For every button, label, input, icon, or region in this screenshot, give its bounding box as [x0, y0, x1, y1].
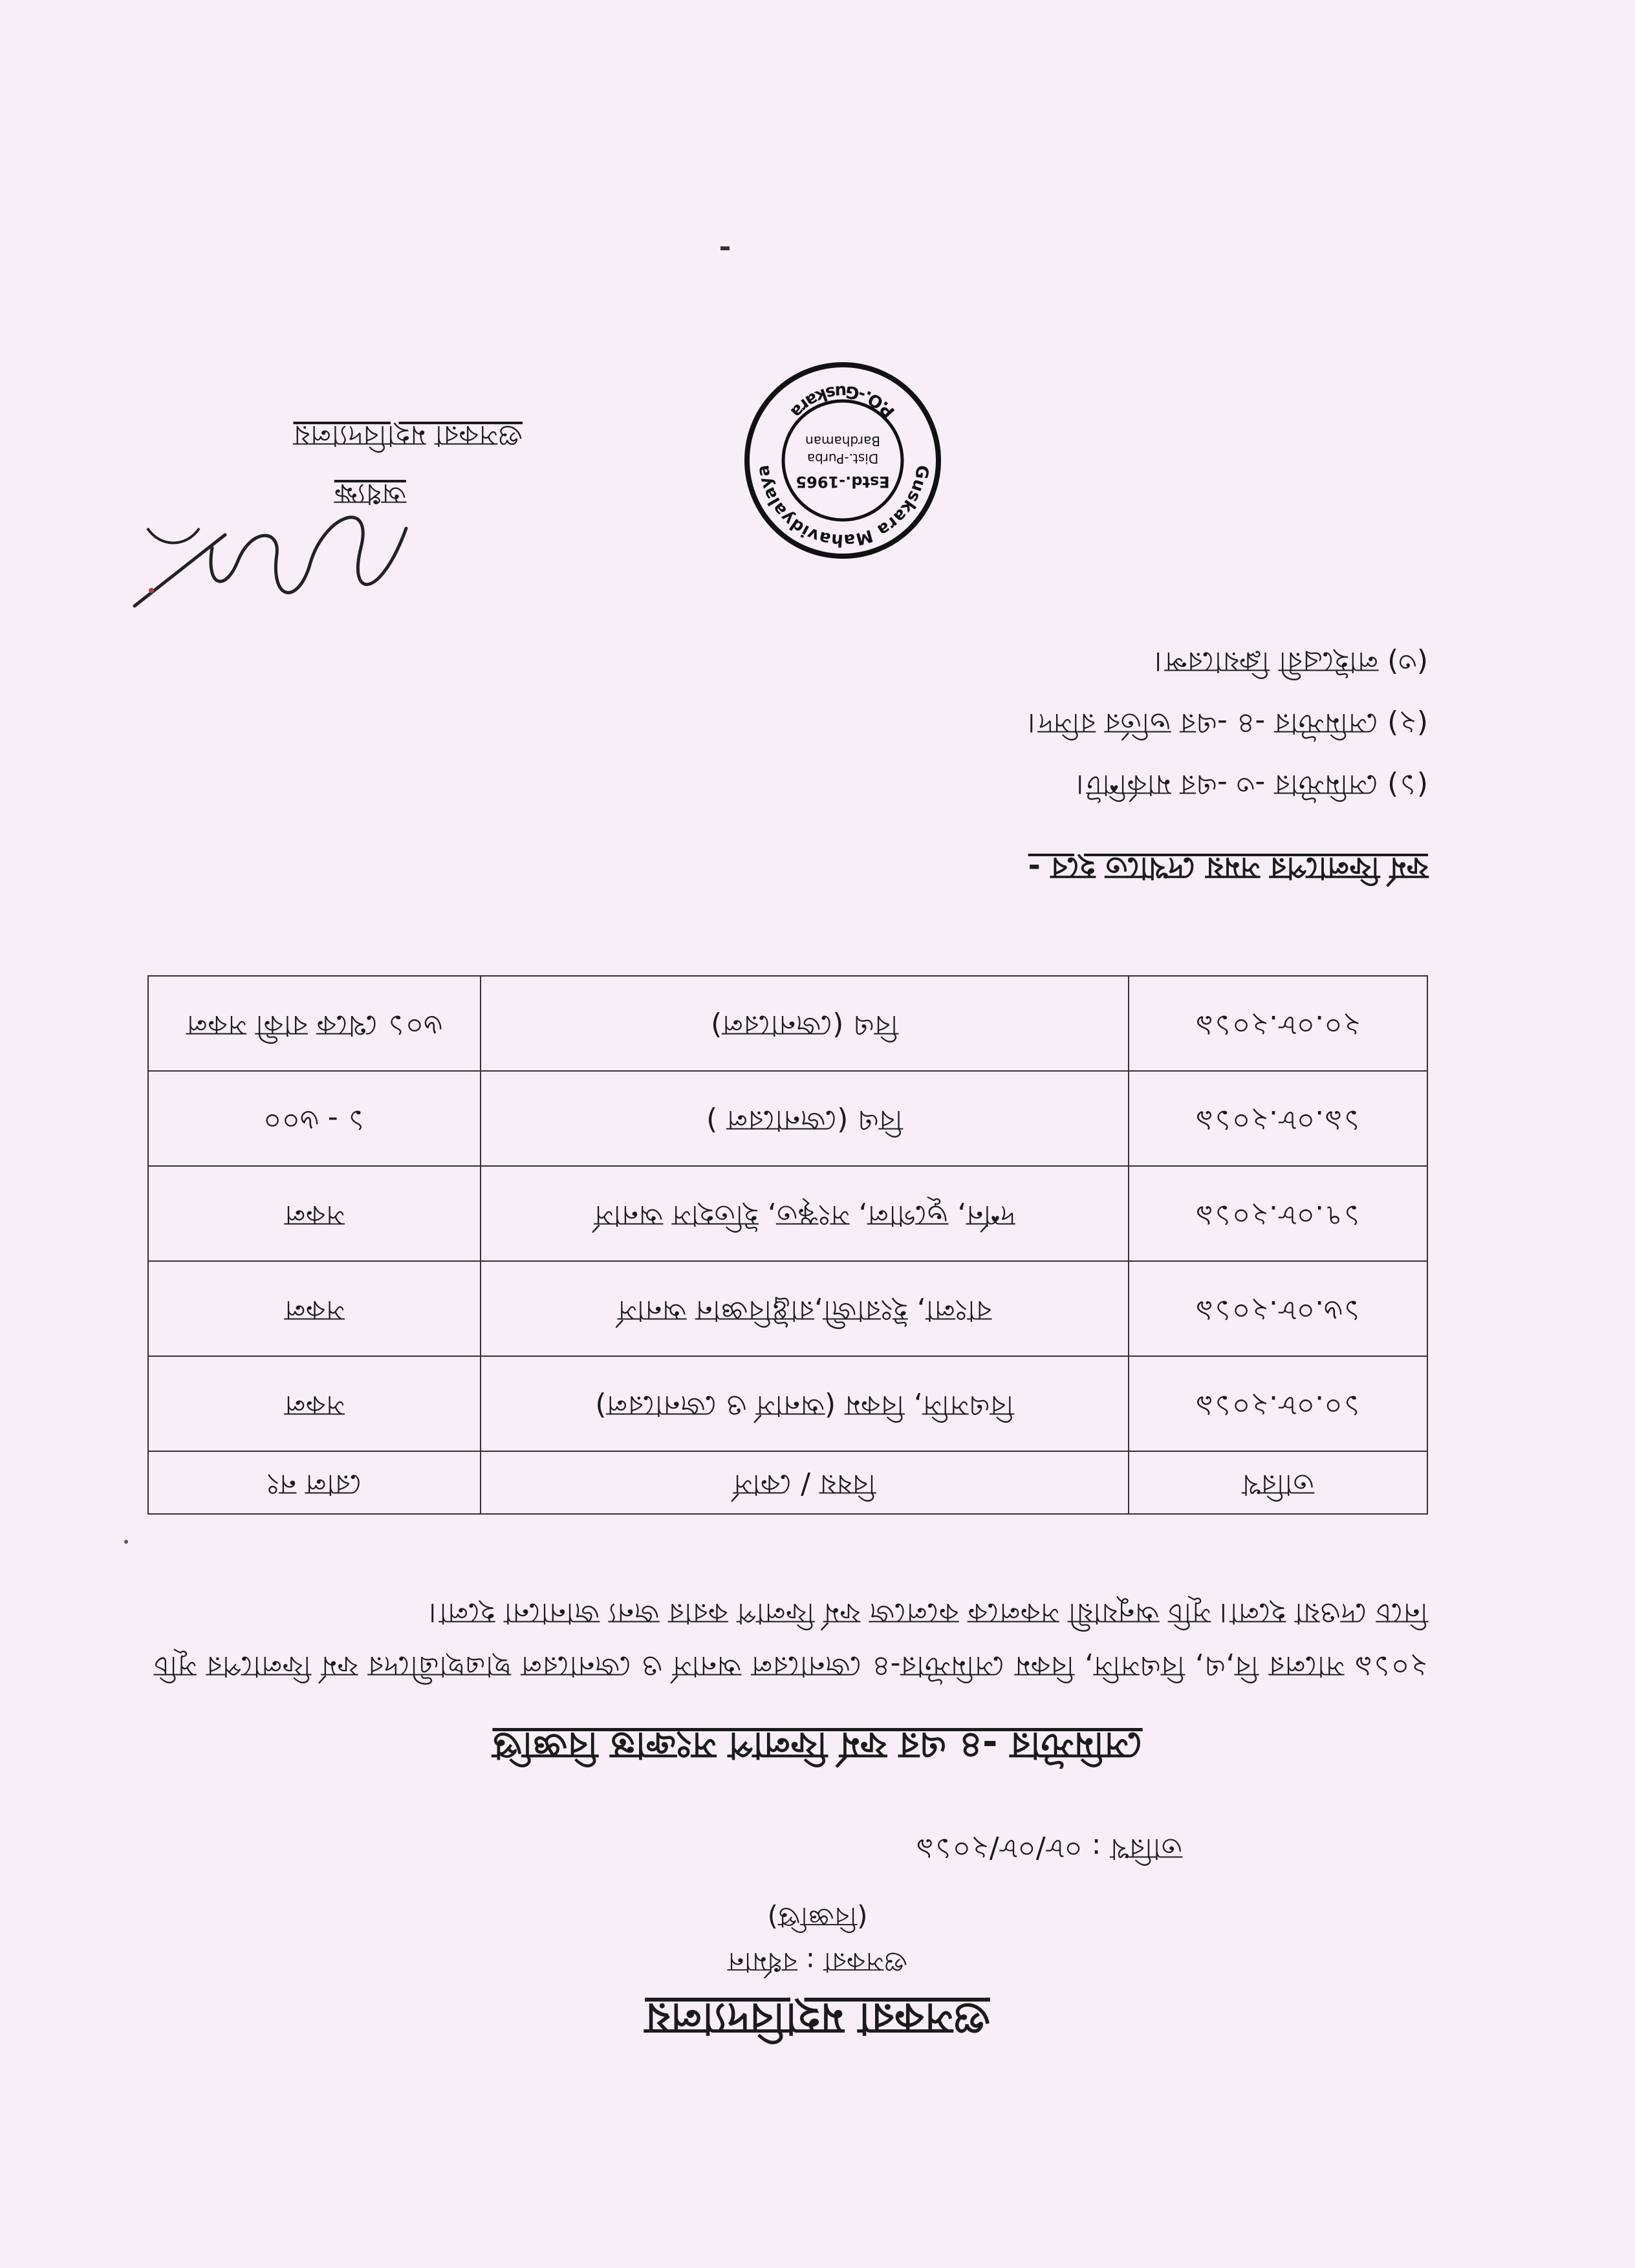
schedule-table	[147, 975, 1428, 1515]
svg-text:P.O.-Guskara: P.O.-Guskara	[786, 381, 899, 422]
signatory-role: অধ্যক্ষ	[334, 477, 406, 510]
table-row	[148, 1356, 1427, 1451]
svg-text:Dist.-Purba: Dist.-Purba	[807, 451, 879, 466]
requirements-title: ফর্ম ফিলাপের সময় দেখাতে হবে -	[1028, 851, 1428, 886]
row-date: ১৯.০৮.২০১৯	[1129, 1071, 1427, 1166]
notice-body: ২০১৯ সালের বি,এ, বিএসসি, বিকম সেমিস্টার-৪ জেনারেল অনার্স ও জেনারেল ছাত্রছাত্রীদের ফর্ম ফিলাপের সূচি নিচে দেওয়া হলো। সূচি অনুযায়ী সকলকে কলেজে ফর্ম ফিলাপ করার জন্য জানানো হলো।	[154, 1597, 1428, 1683]
header-roll: রোল নং	[148, 1451, 481, 1514]
scan-speck	[149, 588, 154, 593]
college-seal-stamp	[742, 360, 943, 561]
scan-speck	[124, 1540, 128, 1544]
notice-date: তারিখ : ০৮/০৮/২০১৯	[915, 1832, 1182, 1865]
principal-signature	[128, 502, 419, 625]
table-row	[148, 976, 1427, 1071]
signatory-organization: গুসকরা মহাবিদ্যালয়	[293, 419, 523, 452]
svg-text:Bardhaman: Bardhaman	[805, 433, 880, 449]
row-date: ১০.০৮.২০১৯	[1129, 1356, 1427, 1451]
row-roll: সকল	[148, 1261, 481, 1356]
row-subject: বিএ (জেনারেল )	[481, 1071, 1129, 1166]
row-roll: সকল	[148, 1166, 481, 1261]
svg-text:Estd.-1965: Estd.-1965	[796, 473, 890, 491]
college-name: গুসকরা মহাবিদ্যালয়	[645, 1994, 990, 2044]
row-subject: বিএসসি, বিকম (অনার্স ও জেনারেল)	[481, 1356, 1129, 1451]
notice-type: (বিজ্ঞপ্তি)	[767, 1901, 868, 1933]
header-subject: বিষয় / কোর্স	[481, 1451, 1129, 1514]
svg-text:Guskara Mahavidyalaya: Guskara Mahavidyalaya	[753, 464, 933, 550]
table-row	[148, 1071, 1427, 1166]
row-roll: সকল	[148, 1356, 481, 1451]
row-subject: দর্শন, ভূগোল, সংস্কৃত, ইতিহাস অনার্স	[481, 1166, 1129, 1261]
table-row	[148, 1261, 1427, 1356]
requirement-item: (১) সেমিস্টার -৩ -এর মার্কশিট।	[1076, 768, 1428, 801]
header-date: তারিখ	[1129, 1451, 1427, 1514]
requirement-item: (৩) লাইব্রেরী ক্লিয়ারেন্স।	[1154, 645, 1428, 678]
table-header-row	[148, 1451, 1427, 1514]
table-row	[148, 1166, 1427, 1261]
row-date: ১৬.০৮.২০১৯	[1129, 1261, 1427, 1356]
row-date: ২০.০৮.২০১৯	[1129, 976, 1427, 1071]
college-address: গুসকরা : বর্ধমান	[728, 1947, 907, 1978]
row-subject: বাংলা, ইংরাজী,রাষ্ট্রবিজ্ঞান অনার্স	[481, 1261, 1129, 1356]
notice-title: সেমিস্টার -৪ এর ফর্ম ফিলাপ সংক্রান্ত বিজ্ঞপ্তি	[492, 1724, 1143, 1766]
row-roll: ৬০১ থেকে বাকী সকল	[148, 976, 481, 1071]
requirement-item: (২) সেমিস্টার -৪ -এর ভর্তির রসিদ।	[1028, 707, 1428, 740]
row-date: ১৭.০৮.২০১৯	[1129, 1166, 1427, 1261]
scan-speck	[720, 246, 730, 250]
row-subject: বিএ (জেনারেল)	[481, 976, 1129, 1071]
row-roll: ১ - ৬০০	[148, 1071, 481, 1166]
